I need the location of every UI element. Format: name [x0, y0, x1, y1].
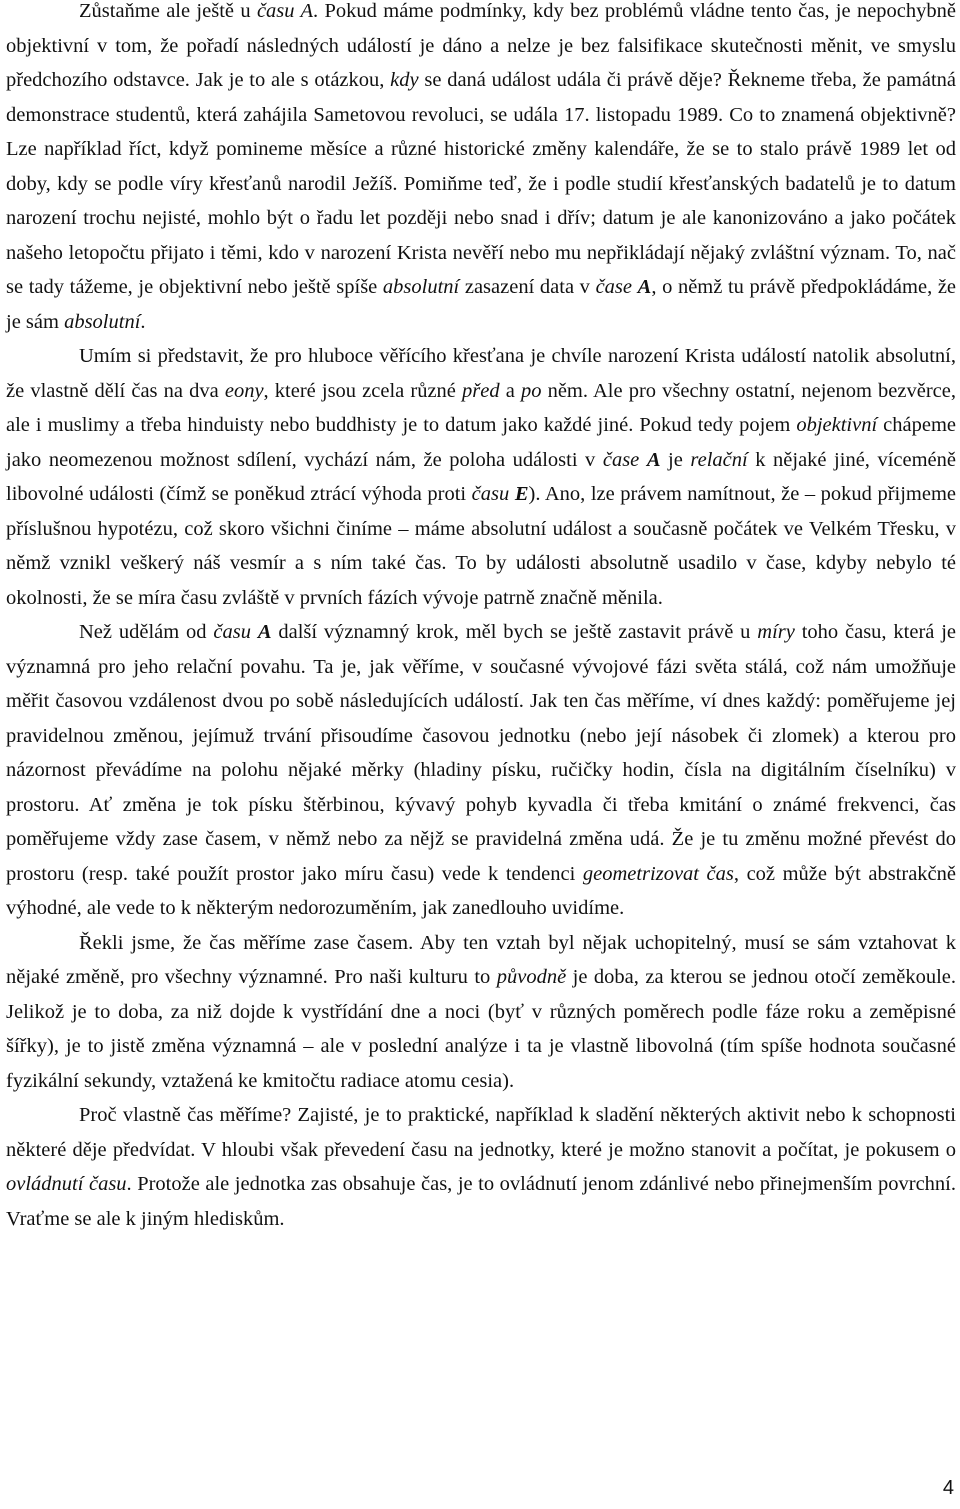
text-run: Zůstaňme ale ještě u	[79, 0, 257, 22]
emphasis-text: A	[646, 448, 661, 471]
text-run: toho času, která je významná pro jeho relační povahu. Ta je, jak věříme, v současné vývojové fázi světa stálá, což nám umožňuje měřit časovou vzdálenost dvou po sobě následujících událostí. Jak ten čas měříme, ví dnes každý: poměřujeme jej pravidelnou změnou, jejímuž trvání přisoudíme časovou jednotku (nebo její násobek či zlomek) a kterou pro názornost převádíme na polohu nějaké měrky (hladiny písku, ručičky hodin, čísla na digitálním číselníku) v prostoru. Ať změna je tok písku štěrbinou, kývavý pohyb kyvadla či třeba kmitání o známé frekvenci, čas poměřujeme vždy zase časem, v němž nebo za nějž se pravidelná změna udá. Že je tu změnu možné převést do prostoru (resp. také použít prostor jako míru času) vede k tendenci	[6, 621, 957, 885]
emphasis-text: čase	[595, 276, 632, 298]
emphasis-text: E	[514, 483, 529, 505]
text-run	[639, 449, 647, 471]
text-run: . Protože ale jednotka zas obsahuje čas, je to ovládnutí jenom zdánlivé nebo přinejmenším povrchní. Vraťme se ale k jiným hlediskům.	[6, 1173, 956, 1230]
text-run: něm. Ale pro všechny ostatní, nejenom bezvěrce, ale i muslimy a třeba hinduisty nebo buddhisty je to datum jako každé jiné. Pokud tedy pojem	[6, 379, 956, 436]
text-run: . Pokud máme podmínky, kdy bez problémů vládne tento čas, je nepochybně objektivní v tom, že pořadí následných událostí je dáno a nelze je bez falsifikace skutečnosti měnit, ve smyslu předchozího odstavce. Jak je to ale s otázkou,	[6, 0, 956, 91]
emphasis-text: absolutní	[64, 310, 141, 333]
emphasis-text: po	[520, 379, 542, 402]
emphasis-text: času A	[256, 0, 314, 22]
emphasis-text: eony	[224, 379, 264, 402]
page-number: 4	[942, 1477, 954, 1499]
text-run: .	[140, 310, 146, 333]
text-run: k nějaké jiné, víceméně libovolné události (čímž se poněkud ztrácí výhoda proti	[6, 448, 956, 505]
emphasis-text: kdy	[390, 69, 419, 91]
text-run: , které jsou zcela různé	[263, 379, 463, 402]
emphasis-text: geometrizovat čas	[582, 862, 734, 885]
paragraph-3	[6, 615, 956, 926]
text-run: chápeme jako neomezenou možnost sdílení, vychází nám, že poloha události v	[6, 414, 956, 471]
emphasis-text: času	[213, 621, 251, 643]
paragraph-4	[6, 926, 956, 1099]
text-run: další významný krok, měl bych se ještě zastavit právě u	[271, 621, 758, 643]
emphasis-text: ovládnutí času	[6, 1173, 127, 1195]
document-body	[6, 0, 956, 1236]
text-run: Než udělám od	[79, 621, 214, 643]
emphasis-text: relační	[690, 448, 748, 471]
paragraph-5	[6, 1098, 956, 1236]
text-run: Proč vlastně čas měříme? Zajisté, je to praktické, například k sladění některých aktivit nebo k schopnosti některé děje předvídat. V hloubi však převedení času na jednotky, které je možno stanovit a počítat, je pokusem o	[6, 1104, 956, 1161]
paragraph-1	[6, 0, 956, 339]
emphasis-text: A	[257, 621, 272, 643]
emphasis-text: absolutní	[382, 276, 460, 298]
text-run: se daná událost udála či právě děje? Řekneme třeba, že památná demonstrace studentů, která zahájila Sametovou revoluci, se udála 17. listopadu 1989. Co to znamená objektivně? Lze například říct, když pomineme měsíce a různé historické změny kalendáře, že se to stalo právě 1989 let od doby, kdy se podle víry křesťanů narodil Ježíš. Pomiňme teď, že i podle studií křesťanských badatelů je to datum narození trochu nejisté, mohlo být o řadu let později nebo snad i dřív; datum je ale kanonizováno a jako počátek našeho letopočtu přijato i těmi, kdo v narození Krista nevěří nebo mu nepřikládají nějaký zvláštní význam. To, nač se tady tážeme, je objektivní nebo ještě spíše	[6, 69, 956, 298]
text-run: a	[499, 379, 521, 402]
emphasis-text: objektivní	[796, 414, 878, 436]
text-run: je doba, za kterou se jednou otočí zeměkoule. Jelikož je to doba, za niž dojde k vystřídání dne a noci (byť v různých poměrech podle fáze roku a zeměpisné šířky), je to jistě změna významná – ale v poslední analýze i ta je vlastně libovolná (tím spíše hodnota současné fyzikální sekundy, vztažená ke kmitočtu radiace atomu cesia).	[6, 966, 956, 1092]
text-run: , o němž tu právě předpokládáme, že je sám	[6, 276, 957, 333]
emphasis-text: čase	[602, 448, 640, 471]
text-run: Umím si představit, že pro hluboce věřícího křesťana je chvíle narození Krista událostí natolik absolutní, že vlastně dělí čas na dva	[6, 345, 956, 402]
emphasis-text: A	[637, 276, 652, 298]
text-run	[251, 621, 258, 643]
emphasis-text: před	[462, 379, 500, 402]
emphasis-text: míry	[757, 621, 795, 643]
text-run: ). Ano, lze právem namítnout, že – pokud přijmeme příslušnou hypotézu, což skoro všichni činíme – máme absolutní událost a současně počátek ve Velkém Třesku, v němž vznikl veškerý náš vesmír a s ním také čas. To by události absolutně usadilo v čase, kdyby nebylo té okolnosti, že se míra času zvláště v prvních fázích vývoje patrně značně měnila.	[6, 483, 957, 609]
text-run: je	[660, 448, 691, 471]
text-run: zasazení data v	[459, 276, 596, 298]
emphasis-text: času	[471, 483, 510, 505]
text-run: , což může být abstrakčně výhodné, ale vede to k některým nedorozuměním, jak zanedlouho uvidíme.	[6, 862, 956, 919]
text-run: Řekli jsme, že čas měříme zase časem. Aby ten vztah byl nějak uchopitelný, musí se sám vztahovat k nějaké změně, pro všechny významné. Pro naši kulturu to	[6, 931, 956, 988]
paragraph-2	[6, 339, 956, 615]
emphasis-text: původně	[496, 966, 567, 988]
